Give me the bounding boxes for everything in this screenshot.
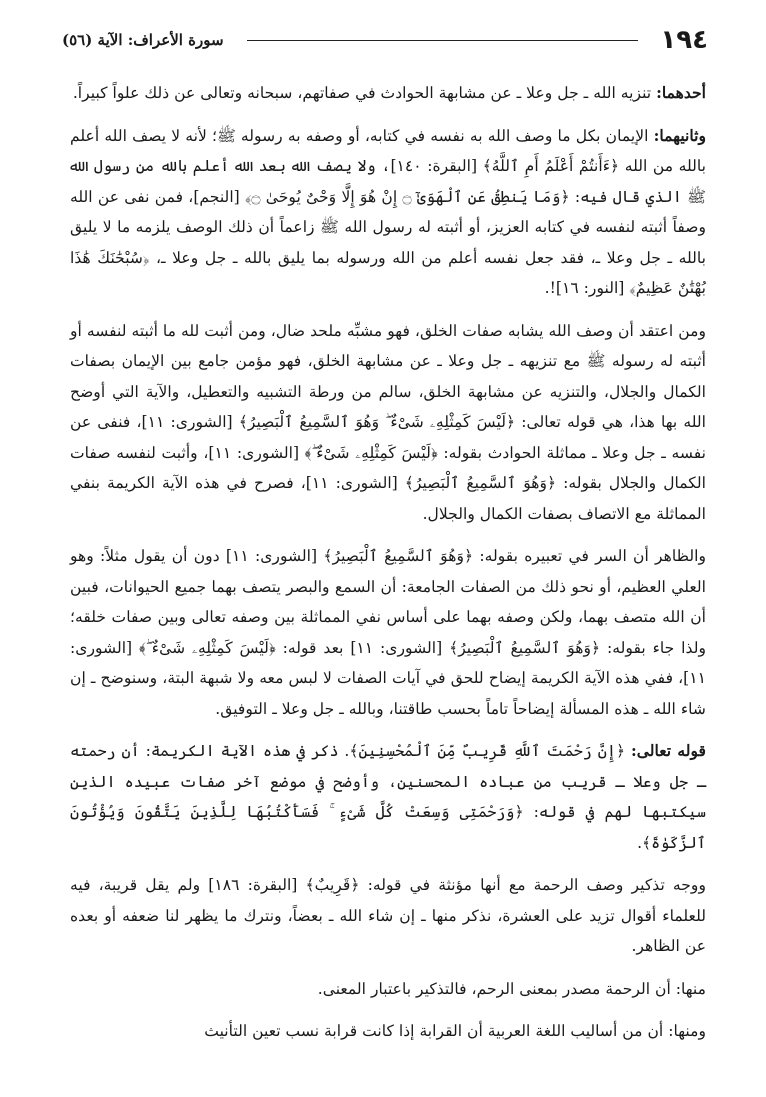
paragraph-text: تنزيه الله ـ جل وعلا ـ عن مشابهة الحوادث في صفاتهم، سبحانه وتعالى عن ذلك علواً كبيراً. [72,84,652,102]
paragraph [70,121,706,304]
paragraph-text: والظاهر أن السر في تعبيره بقوله: ﴿وَهُوَ ٱلسَّمِيعُ ٱلْبَصِيرُ﴾ [الشورى: ١١] دون أن يقول مثلاً: وهو العلي العظيم، أو نحو ذلك من الصفات الجامعة: أن السمع والبصر يتصف بهما جميع الحيوانات، فبين أن الله متصف بهما، ولكن وصفه بهما على أساس نفي المماثلة بين وصفه تعالى وبين صفات خلقه؛ ولذا جاء بقوله: ﴿وَهُوَ ٱلسَّمِيعُ ٱلْبَصِيرُ﴾ [الشورى: ١١] بعد قوله: ﴿لَيْسَ كَمِثْلِهِۦ شَىْءٌ ۖ﴾ [الشورى: ١١]، ففي هذه الآية الكريمة إيضاح للحق في آيات الصفات لا لبس معه ولا شبهة البتة، وسنوضح ـ إن شاء الله ـ هذه المسألة إيضاحاً تاماً بحسب طاقتنا، وبالله ـ جل وعلا ـ التوفيق. [70,547,706,718]
running-title: سورة الأعراف: الآية (٥٦) [62,31,224,49]
paragraph-text: الإيمان بكل ما وصف الله به نفسه في كتابه، أو وصفه به رسوله ﷺ؛ لأنه لا يصف الله أعلم بالله من الله ﴿ءَأَنتُمْ أَعْلَمُ أَمِ ٱللَّهُ﴾ [البقرة: ١٤٠]، ولا يصف الله بعد الله أعلم بالله من رسول الله ﷺ الذي قال فيه: ﴿وَمَا يَنطِقُ عَنِ ٱلْهَوَىٰٓ ۝ إِنْ هُوَ إِلَّا وَحْىٌ يُوحَىٰ ۝﴾ [النجم]، فمن نفى عن الله وصفاً أثبته لنفسه في كتابه العزيز، أو أثبته له رسول الله ﷺ زاعماً أن ذلك الوصف يلزمه ما لا يليق بالله ـ جل وعلا ـ، فقد جعل نفسه أعلم من الله ورسوله بما يليق بالله ـ جل وعلا ـ، ﴿سُبْحَٰنَكَ هَٰذَا بُهْتَٰنٌ عَظِيمٌ﴾ [النور: ١٦]!. [70,126,707,297]
paragraph [70,78,706,109]
paragraph-text: ومن اعتقد أن وصف الله يشابه صفات الخلق، فهو مشبِّه ملحد ضال، ومن أثبت لله ما أثبته لنفسه أو أثبته له رسوله ﷺ مع تنزيهه ـ جل وعلا ـ عن مشابهة الخلق، فهو مؤمن جامع بين الإيمان بصفات الكمال والجلال، والتنزيه عن مشابهة الخلق، سالم من ورطة التشبيه والتعطيل، والآية التي أوضح الله بها هذا، هي قوله تعالى: ﴿لَيْسَ كَمِثْلِهِۦ شَىْءٌ ۖ وَهُوَ ٱلسَّمِيعُ ٱلْبَصِيرُ﴾ [الشورى: ١١]، فنفى عن نفسه ـ جل وعلا ـ مماثلة الحوادث بقوله: ﴿لَيْسَ كَمِثْلِهِۦ شَىْءٌ ۖ﴾ [الشورى: ١١]، وأثبت لنفسه صفات الكمال والجلال بقوله: ﴿وَهُوَ ٱلسَّمِيعُ ٱلْبَصِيرُ﴾ [الشورى: ١١]، فصرح في هذه الآية الكريمة بنفي المماثلة مع الاتصاف بصفات الكمال والجلال. [70,321,706,523]
paragraph-text: ومنها: أن من أساليب اللغة العربية أن القرابة إذا كانت قرابة نسب تعين التأنيث [204,1022,706,1040]
paragraph-text: منها: أن الرحمة مصدر بمعنى الرحم، فالتذكير باعتبار المعنى. [317,979,706,998]
paragraph [70,974,706,1005]
paragraph-text: ﴿إِنَّ رَحْمَتَ ٱللَّهِ قَرِيبٌ مِّنَ ٱلْمُحْسِنِينَ﴾. ذكر في هذه الآية الكريمة: أن رحمته ـ جل وعلا ـ قريب من عباده المحسنين، وأوضح في موضع آخر صفات عبيده الذين سيكتبها لهم في قوله: ﴿وَرَحْمَتِى وَسِعَتْ كُلَّ شَىْءٍ ۚ فَسَأَكْتُبُهَا لِلَّذِينَ يَتَّقُونَ وَيُؤْتُونَ ٱلزَّكَوٰةَ﴾. [70,742,706,852]
paragraph-lead: وثانيهما: [653,125,706,145]
paragraph-text: ووجه تذكير وصف الرحمة مع أنها مؤنثة في قوله: ﴿قَرِيبٌ﴾ [البقرة: ١٨٦] ولم يقل قريبة، فيه للعلماء أقوال تزيد على العشرة، نذكر منها ـ إن شاء الله ـ بعضاً، ونترك ما يظهر لنا ضعفه أو بعده عن الظاهر. [70,876,706,955]
paragraph [70,736,706,858]
paragraph-lead: قوله تعالى: [630,741,706,760]
paragraph [70,541,706,724]
paragraph [70,1016,706,1047]
paragraph [70,316,706,530]
paragraph [70,870,706,962]
page-header [62,22,708,58]
header-rule [247,40,638,41]
page-body [70,78,706,1059]
page-number: ١٩٤ [660,25,708,55]
paragraph-lead: أحدهما: [656,83,706,102]
